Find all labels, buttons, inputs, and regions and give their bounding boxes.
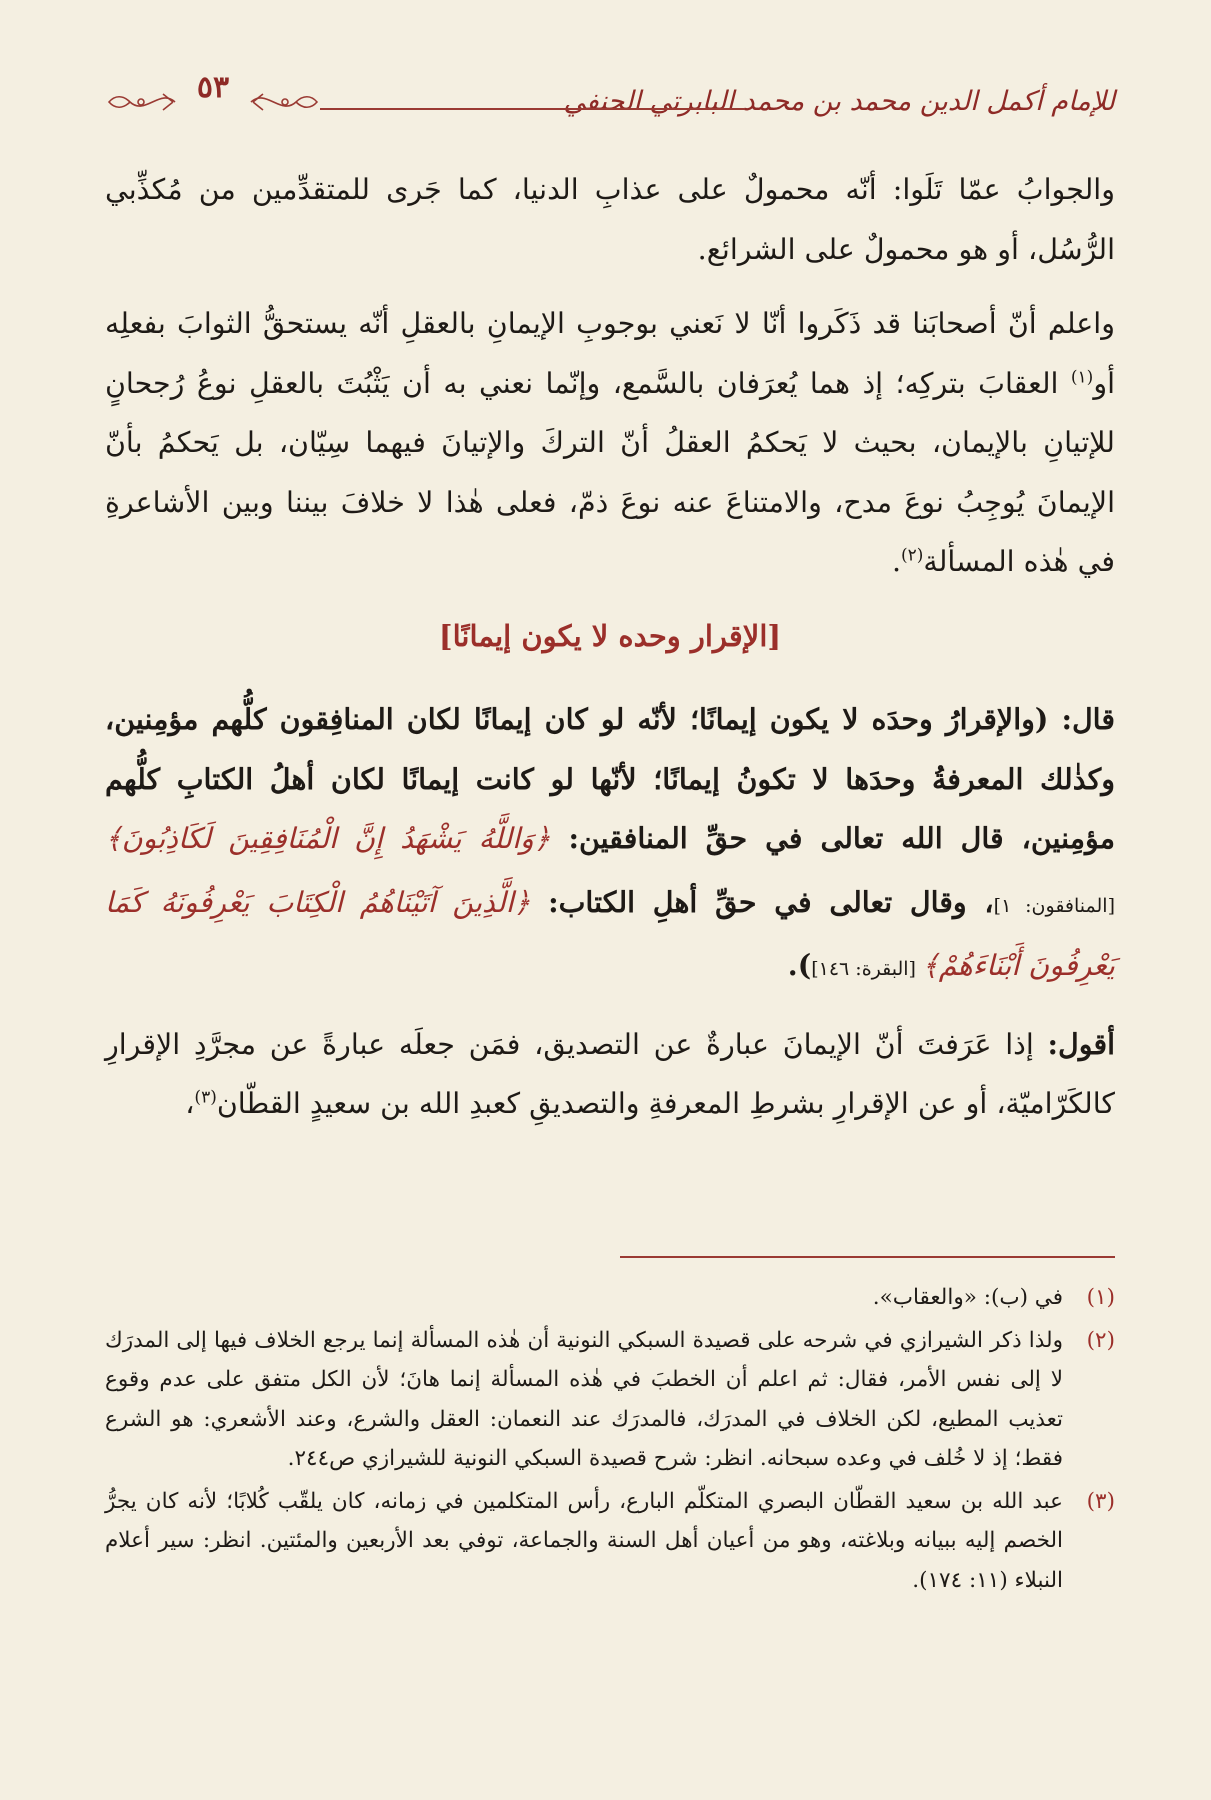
header-title: للإمام أكمل الدين محمد بن محمد البابرتي الحنفي (563, 86, 1115, 117)
footnote-1 (105, 1278, 1115, 1318)
matn-text-b: ، وقال تعالى في حقِّ أهلِ الكتاب: (530, 884, 994, 919)
footnotes (105, 1278, 1115, 1603)
footnote-ref-1[interactable]: (١) (1070, 367, 1094, 387)
footnote-text: عبد الله بن سعيد القطّان البصري المتكلّم البارع، رأس المتكلمين في زمانه، كان يلقّب كُلابًا؛ لأنه كان يجرُّ الخصم إليه ببيانه وبلاغته، وهو من أعيان أهل السنة والجماعة، توفي بعد الأربعين والمئتين. انظر: سير أعلام النبلاء (١١: ١٧٤). (105, 1488, 1063, 1593)
paragraph-matn (105, 690, 1115, 1000)
footnote-3 (105, 1482, 1115, 1601)
quran-verse-baqarah: ﴿الَّذِينَ آتَيْنَاهُمُ الْكِتَابَ يَعْرِفُونَهُ كَمَا يَعْرِفُونَ أَبْنَاءَهُمْ﴾ (105, 885, 1115, 982)
footnote-text: ولذا ذكر الشيرازي في شرحه على قصيدة السبكي النونية أن هٰذه المسألة إنما يرجع الخلاف فيها إلى المدرَك لا إلى نفس الأمر، فقال: ثم اعلم أن الخطبَ في هٰذه المسألة إنما هانَ؛ لأن الكل متفق على عدم وقوع تعذيب المطيع، لكن الخلاف في المدرَك، فالمدرَك عند النعمان: العقل والشرع، وعند الأشعري: هو الشرع فقط؛ إذ لا خُلف في وعده سبحانه. انظر: شرح قصيدة السبكي النونية للشيرازي ص٢٤٤. (105, 1327, 1063, 1471)
paragraph-commentary (105, 1015, 1115, 1134)
quran-verse-munafiqun: ﴿وَاللَّهُ يَشْهَدُ إِنَّ الْمُنَافِقِينَ لَكَاذِبُونَ﴾ (105, 822, 551, 855)
verse-citation-munafiqun: [المنافقون: ١] (993, 894, 1115, 917)
commentary-text: إذا عَرَفتَ أنّ الإيمانَ عبارةٌ عن التصديق، فمَن جعلَه عبارةً عن مجرَّدِ الإقرارِ كالكَرّاميّة، أو عن الإقرارِ بشرطِ المعرفةِ والتصديقِ كعبدِ الله بن سعيدٍ القطّان (105, 1027, 1115, 1120)
matn-text-a: قال: (والإقرارُ وحدَه لا يكون إيمانًا؛ لأنّه لو كان إيمانًا لكان المنافِقون كلُّهم مؤمِنين، وكذٰلك المعرفةُ وحدَها لا تكونُ إيمانًا؛ لأنّها لو كانت إيمانًا لكان أهلُ الكتابِ كلُّهم مؤمِنين، قال الله تعالى في حقِّ المنافقين: (105, 702, 1115, 855)
footnote-number: (٣) (1086, 1488, 1115, 1514)
footnote-divider (620, 1256, 1115, 1258)
footnote-text: في (ب): «والعقاب». (872, 1285, 1063, 1310)
running-header (105, 72, 1115, 136)
page-number: ٥٣ (196, 70, 230, 105)
footnote-number: (١) (1086, 1285, 1115, 1310)
commentary-lead: أقول: (1047, 1026, 1115, 1061)
paragraph-know-text-a: واعلم أنّ أصحابَنا قد ذَكَروا أنّا لا نَعني بوجوبِ الإيمانِ بالعقلِ أنّه يستحقُّ الثوابَ بفعلِه أو (105, 307, 1115, 400)
commentary-end: ، (185, 1087, 195, 1120)
paragraph-answer: والجوابُ عمّا تَلَوا: أنّه محمولٌ على عذابِ الدنيا، كما جَرى للمتقدِّمين من مُكذِّبي الرُّسُل، أو هو محمولٌ على الشرائع. (105, 173, 1115, 266)
section-heading: [الإقرار وحده لا يكون إيمانًا] (438, 618, 782, 653)
footnote-2 (105, 1321, 1115, 1479)
footnote-ref-3[interactable]: (٣) (194, 1087, 217, 1108)
matn-end: ). (787, 948, 812, 982)
main-text (105, 160, 1115, 1149)
verse-citation-baqarah: [البقرة: ١٤٦] (811, 958, 923, 980)
paragraph-know (105, 294, 1115, 592)
footnote-number: (٢) (1086, 1327, 1115, 1353)
paragraph-know-text-b: العقابَ بتركِه؛ إذ هما يُعرَفان بالسَّمع، وإنّما نعني به أن يَثْبُتَ بالعقلِ نوعُ رُجحانٍ للإتيانِ بالإيمان، بحيث لا يَحكمُ العقلُ أنّ التركَ والإتيانَ فيهما سِيّان، بل يَحكمُ بأنّ الإيمانَ يُوجِبُ نوعَ مدح، والامتناعَ عنه نوعَ ذمّ، فعلى هٰذا لا خلافَ بيننا وبين الأشاعرةِ في هٰذه المسألة (105, 366, 1115, 578)
footnote-ref-2[interactable]: (٢) (901, 545, 924, 566)
paragraph-know-end: . (891, 545, 901, 578)
header-rule (320, 108, 745, 110)
